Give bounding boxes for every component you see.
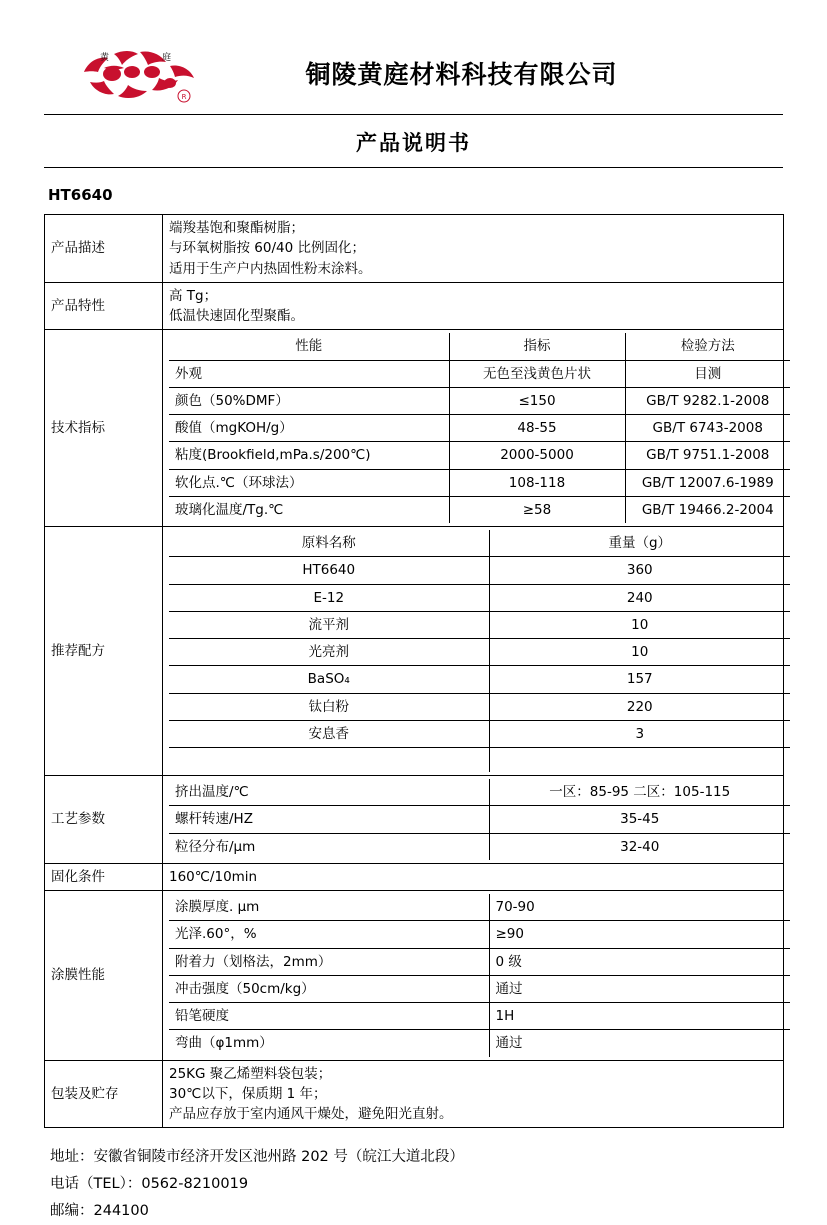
process-name: 螺杆转速/HZ [169,806,489,833]
table-row [45,776,784,864]
film-value: ≥90 [489,921,790,948]
formula-material: E-12 [169,584,489,611]
packing-cell [163,1060,784,1128]
table-row [169,611,790,638]
table-row [169,693,790,720]
features-line: 高 Tg； [169,287,218,304]
table-row [169,779,790,806]
table-row [169,720,790,747]
table-row [169,833,790,860]
film-name: 光泽.60°，% [169,921,489,948]
description-line: 适用于生产户内热固性粉末涂料。 [169,260,372,277]
film-name: 弯曲（φ1mm） [169,1030,489,1057]
description-cell [163,215,784,283]
process-value: 35-45 [489,806,790,833]
specs-header-index: 指标 [449,333,625,360]
packing-line: 25KG 聚乙烯塑料袋包装； [169,1065,332,1082]
specs-header-method: 检验方法 [625,333,790,360]
process-name: 粒径分布/μm [169,833,489,860]
spec-name: 粘度(Brookfield,mPa.s/200℃) [169,442,449,469]
formula-material: HT6640 [169,557,489,584]
table-row [169,557,790,584]
formula-header-weight: 重量（g） [489,530,790,557]
table-row [45,1060,784,1128]
spec-method: 目测 [625,360,790,387]
process-cell [163,776,784,864]
formula-material [169,748,489,773]
formula-material: BaSO₄ [169,666,489,693]
film-value: 70-90 [489,894,790,921]
footer-tel: 电话（TEL）：0562-8210019 [50,1176,249,1193]
table-row [169,360,790,387]
table-row [169,948,790,975]
specs-header-performance: 性能 [169,333,449,360]
formula-material: 光亮剂 [169,639,489,666]
table-row [169,1003,790,1030]
row-label-description: 产品描述 [45,215,163,283]
formula-cell [163,527,784,776]
film-name: 铅笔硬度 [169,1003,489,1030]
table-row [169,894,790,921]
description-line: 端羧基饱和聚酯树脂； [169,220,304,236]
formula-weight: 157 [489,666,790,693]
company-name: 铜陵黄庭材料科技有限公司 [305,60,618,89]
table-row [169,806,790,833]
process-subtable [169,779,790,860]
film-value: 1H [489,1003,790,1030]
process-value: 一区：85-95 二区：105-115 [489,779,790,806]
film-name: 涂膜厚度. μm [169,894,489,921]
film-value: 通过 [489,1030,790,1057]
table-row [45,282,784,330]
packing-line: 产品应存放于室内通风干燥处，避免阳光直射。 [169,1106,453,1122]
spec-name: 玻璃化温度/Tg.℃ [169,496,449,523]
spec-name: 酸值（mgKOH/g） [169,415,449,442]
table-row [169,469,790,496]
table-row [169,415,790,442]
formula-weight: 240 [489,584,790,611]
footer-postcode: 邮编：244100 [50,1202,149,1219]
table-row [169,442,790,469]
table-row [45,527,784,776]
specs-cell [163,330,784,527]
specs-header-row [169,333,790,360]
features-cell [163,282,784,330]
spec-name: 外观 [169,360,449,387]
cure-value: 160℃/10min [163,863,784,890]
formula-material: 流平剂 [169,611,489,638]
table-row [169,639,790,666]
film-cell [163,891,784,1061]
formula-header-material: 原料名称 [169,530,489,557]
spec-value: 48-55 [449,415,625,442]
table-row [169,748,790,773]
spec-method: GB/T 9282.1-2008 [625,387,790,414]
formula-weight: 3 [489,720,790,747]
spec-value: 无色至浅黄色片状 [449,360,625,387]
formula-material: 钛白粉 [169,693,489,720]
row-label-cure: 固化条件 [45,863,163,890]
formula-weight: 10 [489,639,790,666]
table-row [169,666,790,693]
svg-text:黄: 黄 [100,53,110,63]
spec-method: GB/T 9751.1-2008 [625,442,790,469]
spec-method: GB/T 6743-2008 [625,415,790,442]
row-label-process: 工艺参数 [45,776,163,864]
row-label-formula: 推荐配方 [45,527,163,776]
table-row [45,891,784,1061]
spec-method: GB/T 12007.6-1989 [625,469,790,496]
table-row [169,387,790,414]
formula-weight: 10 [489,611,790,638]
table-row [45,215,784,283]
spec-value: 108-118 [449,469,625,496]
formula-weight [489,748,790,773]
specs-subtable [169,333,790,523]
table-row [169,921,790,948]
film-value: 0 级 [489,948,790,975]
film-name: 冲击强度（50cm/kg） [169,975,489,1002]
product-code: HT6640 [48,186,113,204]
table-row [45,330,784,527]
formula-header-row [169,530,790,557]
spec-value: 2000-5000 [449,442,625,469]
spec-value: ≤150 [449,387,625,414]
spec-value: ≥58 [449,496,625,523]
spec-name: 软化点.℃（环球法） [169,469,449,496]
table-row [169,1030,790,1057]
header-divider-bottom [44,167,783,168]
formula-subtable [169,530,790,772]
footer-address: 地址：安徽省铜陵市经济开发区池州路 202 号（皖江大道北段） [50,1149,464,1166]
table-row [169,496,790,523]
film-value: 通过 [489,975,790,1002]
spec-name: 颜色（50%DMF） [169,387,449,414]
table-row [169,975,790,1002]
row-label-features: 产品特性 [45,282,163,330]
formula-weight: 360 [489,557,790,584]
document-footer [44,1144,783,1224]
film-subtable [169,894,790,1057]
svg-text:庭: 庭 [162,53,172,63]
row-label-specs: 技术指标 [45,330,163,527]
packing-line: 30℃以下，保质期 1 年； [169,1085,327,1102]
process-name: 挤出温度/℃ [169,779,489,806]
film-name: 附着力（划格法，2mm） [169,948,489,975]
spec-method: GB/T 19466.2-2004 [625,496,790,523]
process-value: 32-40 [489,833,790,860]
row-label-film: 涂膜性能 [45,891,163,1061]
description-line: 与环氧树脂按 60/40 比例固化； [169,240,365,257]
table-row [169,584,790,611]
document-title: 产品说明书 [356,131,471,155]
formula-weight: 220 [489,693,790,720]
features-line: 低温快速固化型聚酯。 [169,308,304,324]
table-row [45,863,784,890]
row-label-packing: 包装及贮存 [45,1060,163,1128]
product-spec-table [44,214,784,1128]
company-logo-icon [74,38,200,108]
svg-text:R: R [181,93,187,101]
formula-material: 安息香 [169,720,489,747]
document-header [44,36,783,110]
